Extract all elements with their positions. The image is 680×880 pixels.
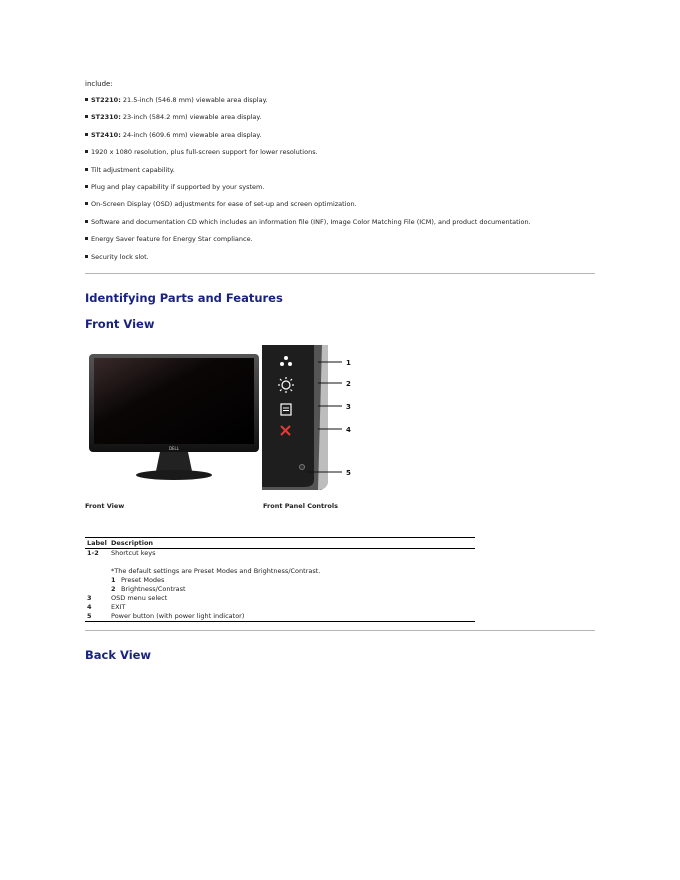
- table-header-label: Label: [85, 538, 109, 549]
- callout-1: 1: [346, 359, 351, 367]
- table-row: [85, 567, 475, 576]
- bullet-icon: [85, 168, 88, 171]
- front-panel-image: [262, 345, 362, 490]
- bullet-icon: [85, 150, 88, 153]
- table-row: 5 Power button (with power light indicator): [85, 612, 475, 622]
- divider: [85, 630, 595, 631]
- bullet-icon: [85, 185, 88, 188]
- callout-2: 2: [346, 380, 351, 388]
- parts-table: [85, 537, 475, 622]
- bullet-icon: [85, 133, 88, 136]
- list-item: 1920 x 1080 resolution, plus full-screen support for lower resolutions.: [85, 148, 605, 165]
- shortcut-note: *The default settings are Preset Modes and Brightness/Contrast.: [111, 567, 321, 575]
- divider: [85, 273, 595, 274]
- caption-front-view: Front View: [85, 502, 125, 510]
- table-row: [85, 558, 475, 567]
- bullet-icon: [85, 220, 88, 223]
- bullet-icon: [85, 202, 88, 205]
- list-item: Tilt adjustment capability.: [85, 166, 605, 183]
- dell-logo: DELL: [168, 446, 180, 451]
- list-item: Security lock slot.: [85, 253, 605, 270]
- callout-3: 3: [346, 403, 351, 411]
- list-item: ST2210: 21.5-inch (546.8 mm) viewable area display.: [85, 96, 605, 113]
- caption-front-panel: Front Panel Controls: [263, 502, 338, 510]
- list-item: Plug and play capability if supported by your system.: [85, 183, 605, 200]
- power-icon: [300, 465, 305, 470]
- bullet-icon: [85, 237, 88, 240]
- bullet-icon: [85, 98, 88, 101]
- list-item: ST2410: 24-inch (609.6 mm) viewable area display.: [85, 131, 605, 148]
- table-row: 4 EXIT: [87, 603, 126, 611]
- intro-text: include:: [85, 80, 113, 88]
- table-row: 2 Brightness/Contrast: [111, 585, 186, 593]
- section-heading-identifying: Identifying Parts and Features: [85, 291, 283, 305]
- table-row: 1 Preset Modes: [111, 576, 165, 584]
- table-header-row: [85, 538, 475, 549]
- callout-4: 4: [346, 426, 351, 434]
- callout-5: 5: [346, 469, 351, 477]
- list-item: ST2310: 23-inch (584.2 mm) viewable area display.: [85, 113, 605, 130]
- table-row: 1-2 Shortcut keys: [87, 549, 156, 557]
- monitor-front-image: [88, 353, 263, 483]
- list-item: Energy Saver feature for Energy Star compliance.: [85, 235, 605, 252]
- bullet-icon: [85, 115, 88, 118]
- table-row: 3 OSD menu select: [87, 594, 168, 602]
- feature-list: [85, 96, 605, 270]
- list-item: Software and documentation CD which includes an information file (INF), Image Color Matching File (ICM), and product documentation.: [85, 218, 605, 235]
- bullet-icon: [85, 255, 88, 258]
- table-header-description: Description: [109, 538, 475, 549]
- list-item: On-Screen Display (OSD) adjustments for ease of set-up and screen optimization.: [85, 200, 605, 217]
- section-heading-front-view: Front View: [85, 317, 155, 331]
- section-heading-back-view: Back View: [85, 648, 152, 662]
